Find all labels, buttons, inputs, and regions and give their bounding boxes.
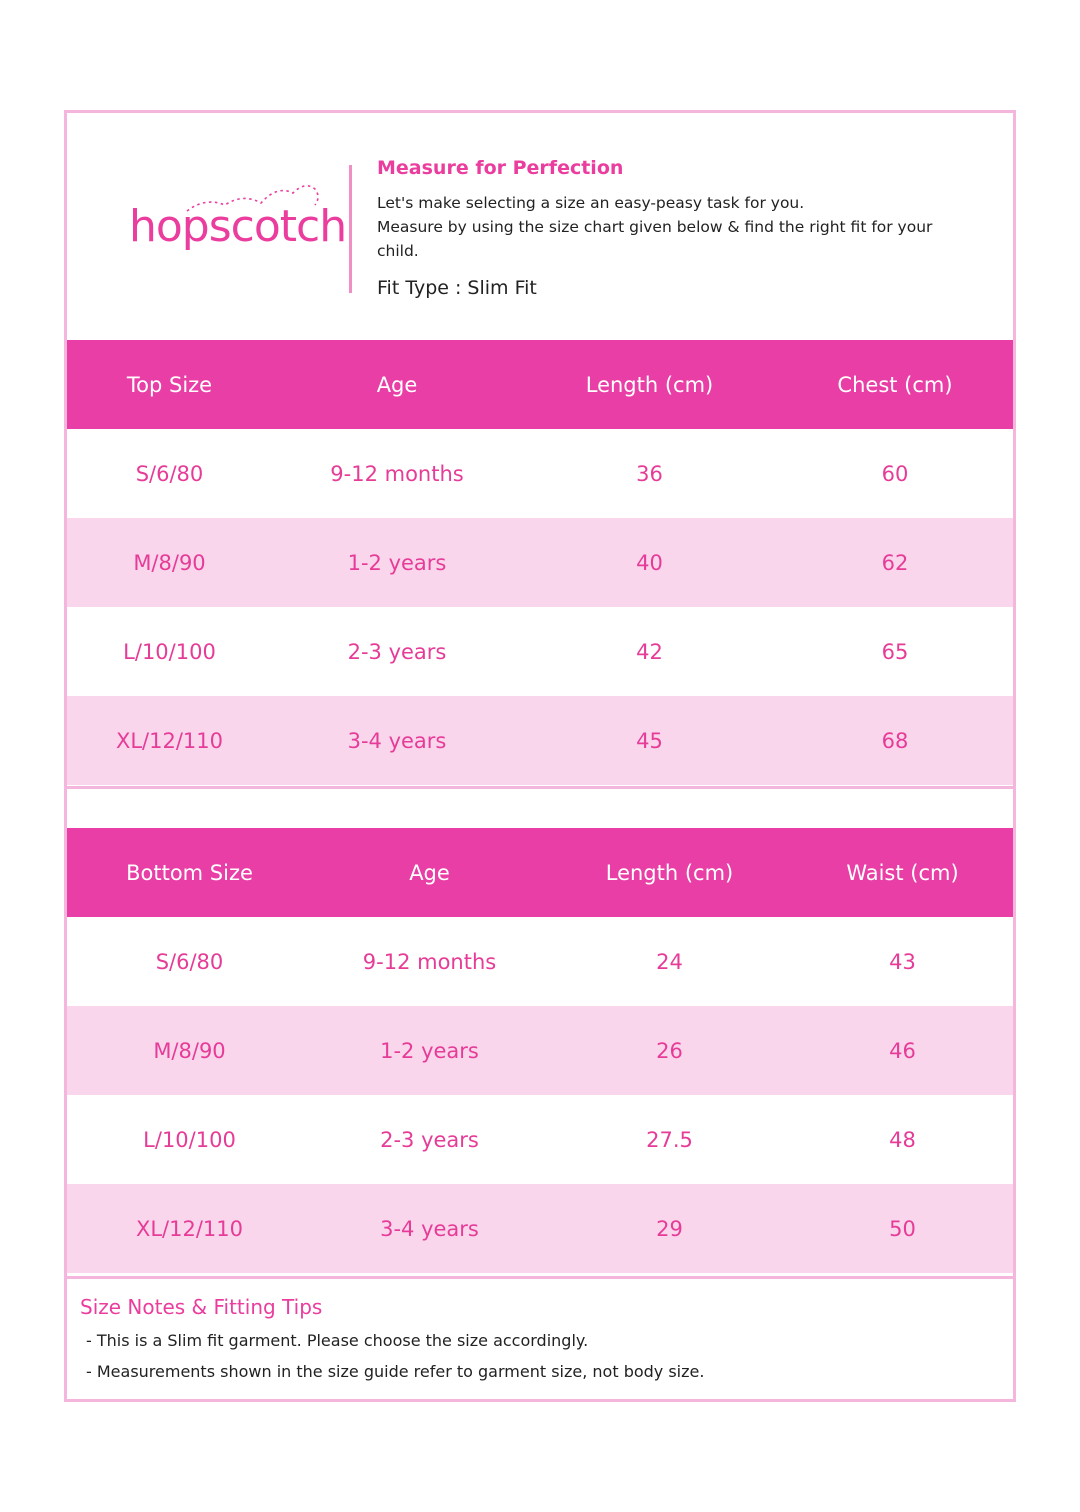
- header-top-size: Top Size: [67, 340, 272, 429]
- size-chart-card: [64, 110, 1016, 1402]
- cell-length: 29: [547, 1184, 792, 1273]
- header-chest: Chest (cm): [777, 340, 1013, 429]
- intro-line: Let's make selecting a size an easy-peasy task for you.: [377, 194, 805, 212]
- cell-waist: 48: [792, 1095, 1013, 1184]
- table-header-row: [67, 828, 1013, 917]
- bottom-size-table: [67, 828, 1013, 1273]
- header-age: Age: [272, 340, 522, 429]
- cell-size: M/8/90: [67, 1006, 312, 1095]
- cell-waist: 46: [792, 1006, 1013, 1095]
- cell-size: XL/12/110: [67, 1184, 312, 1273]
- cell-length: 36: [522, 429, 777, 518]
- cell-age: 1-2 years: [312, 1006, 547, 1095]
- cell-length: 42: [522, 607, 777, 696]
- cell-chest: 68: [777, 696, 1013, 785]
- table-row: [67, 917, 1013, 1006]
- logo-wordmark: hopscotch: [129, 201, 347, 252]
- table-row: [67, 518, 1013, 607]
- table-header-row: [67, 340, 1013, 429]
- header-bottom-size: Bottom Size: [67, 828, 312, 917]
- header-waist: Waist (cm): [792, 828, 1013, 917]
- cell-length: 40: [522, 518, 777, 607]
- cell-age: 3-4 years: [272, 696, 522, 785]
- table-row: [67, 1184, 1013, 1273]
- cell-length: 45: [522, 696, 777, 785]
- cell-size: M/8/90: [67, 518, 272, 607]
- cell-age: 3-4 years: [312, 1184, 547, 1273]
- header-divider: [349, 165, 352, 293]
- notes-item: - This is a Slim fit garment. Please choose the size accordingly.: [86, 1331, 589, 1350]
- table-row: [67, 1095, 1013, 1184]
- cell-size: L/10/100: [67, 1095, 312, 1184]
- notes-title: Size Notes & Fitting Tips: [80, 1295, 323, 1319]
- table-row: [67, 607, 1013, 696]
- notes-item: - Measurements shown in the size guide refer to garment size, not body size.: [86, 1362, 705, 1381]
- chart-header: [67, 113, 1013, 340]
- top-size-table: [67, 340, 1013, 785]
- intro-line: Measure by using the size chart given below & find the right fit for your: [377, 218, 933, 236]
- size-notes: [67, 1276, 1013, 1402]
- header-age: Age: [312, 828, 547, 917]
- cell-chest: 65: [777, 607, 1013, 696]
- cell-size: XL/12/110: [67, 696, 272, 785]
- header-length: Length (cm): [547, 828, 792, 917]
- fit-type: Fit Type : Slim Fit: [377, 277, 537, 299]
- table-row: [67, 429, 1013, 518]
- cell-age: 9-12 months: [312, 917, 547, 1006]
- cell-length: 26: [547, 1006, 792, 1095]
- hopscotch-logo: [125, 175, 347, 265]
- cell-length: 24: [547, 917, 792, 1006]
- cell-chest: 62: [777, 518, 1013, 607]
- cell-size: L/10/100: [67, 607, 272, 696]
- cell-length: 27.5: [547, 1095, 792, 1184]
- cell-chest: 60: [777, 429, 1013, 518]
- cell-age: 9-12 months: [272, 429, 522, 518]
- cell-waist: 50: [792, 1184, 1013, 1273]
- header-length: Length (cm): [522, 340, 777, 429]
- cell-waist: 43: [792, 917, 1013, 1006]
- cell-age: 2-3 years: [312, 1095, 547, 1184]
- table-row: [67, 1006, 1013, 1095]
- intro-block: [377, 157, 977, 299]
- intro-line: child.: [377, 242, 419, 260]
- cell-size: S/6/80: [67, 917, 312, 1006]
- table-row: [67, 696, 1013, 785]
- cell-age: 2-3 years: [272, 607, 522, 696]
- cell-age: 1-2 years: [272, 518, 522, 607]
- table-separator: [67, 786, 1013, 833]
- intro-title: Measure for Perfection: [377, 157, 624, 179]
- cell-size: S/6/80: [67, 429, 272, 518]
